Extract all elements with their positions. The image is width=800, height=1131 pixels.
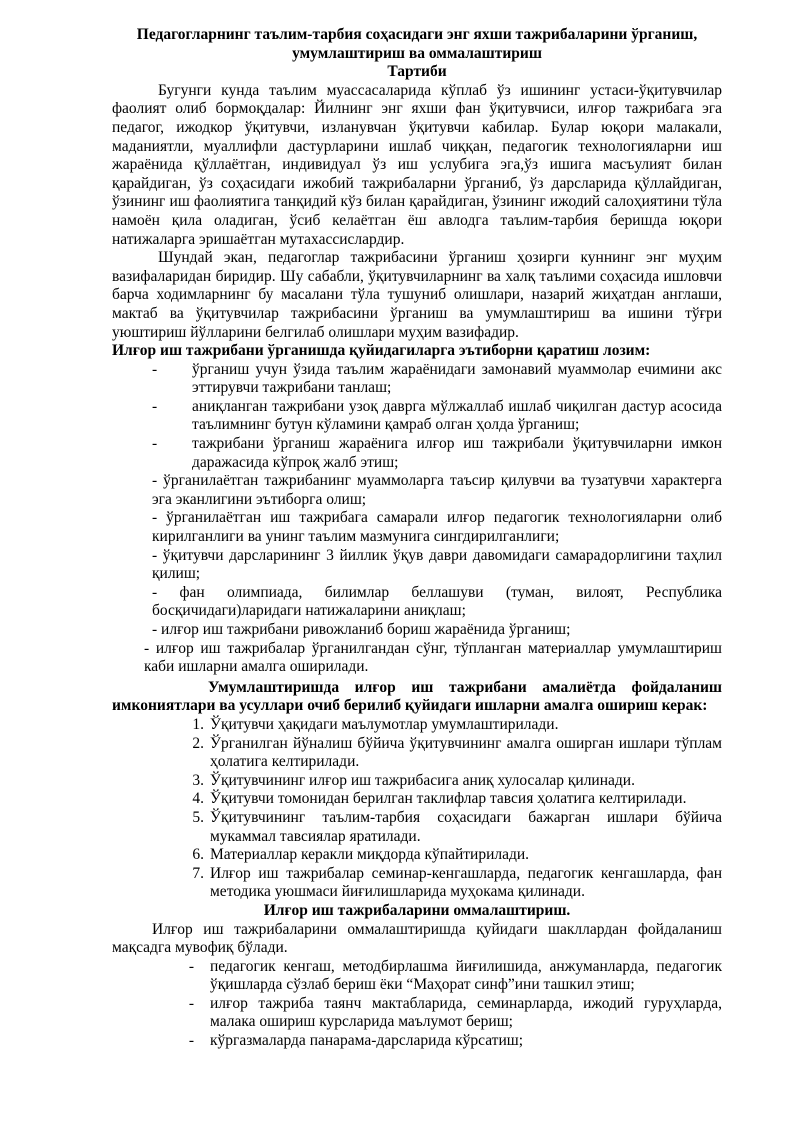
list-item: - илғор иш тажрибалар ўрганилгандан сўнг, тўпланган материаллар умумлаштириш каби ишларни амалга оширилади. xyxy=(144,639,722,676)
list-item xyxy=(112,809,722,846)
document-title xyxy=(112,26,722,82)
heading-generalization: Умумлаштиришда илғор иш тажрибани амалиётда фойдаланиш имкониятлари ва усуллари очиб берилиб қуйидаги ишларни амалга ошириш керак: xyxy=(112,678,722,715)
list-item: - ўқитувчи дарсларининг 3 йиллик ўқув даври давомидаги самарадорлигини таҳлил қилиш; xyxy=(152,546,722,583)
list-item xyxy=(112,846,722,865)
list-item xyxy=(112,735,722,772)
dash-marker: - xyxy=(152,435,158,453)
list-item: - ўрганилаётган иш тажрибага самарали илғор педагогик технологияларни олиб кирилганлиги ва унинг таълим мазмунига сингдирилганлиги; xyxy=(152,509,722,546)
list-number: 7. xyxy=(192,864,204,882)
list-item-text: илғор тажриба таянч мактабларида, семинарларда, ижодий гуруҳларда, малака ошириш курсларида маълумот бериш; xyxy=(210,994,722,1031)
list-number: 6. xyxy=(192,846,204,864)
heading-dissemination: Илғор иш тажрибаларини оммалаштириш. xyxy=(263,901,571,919)
document-page xyxy=(112,26,722,1051)
list-item-text: Илғор иш тажрибалар семинар-кенгашларда, педагогик кенгашларда, фан методика уюшмаси йиғилишларида муҳокама қилинади. xyxy=(210,864,722,901)
dash-marker: - xyxy=(188,994,194,1012)
list-item xyxy=(112,435,722,472)
list-item xyxy=(112,361,722,398)
paragraph-dissemination: Илғор иш тажрибаларини оммалаштиришда қуйидаги шакллардан фойдаланиш мақсадга мувофиқ бўлади. xyxy=(112,920,722,957)
list-item-text: Ўқитувчи томонидан берилган таклифлар тавсия ҳолатига келтирилади. xyxy=(210,790,687,808)
list-item xyxy=(112,1032,722,1051)
list-item xyxy=(112,790,722,809)
list-item xyxy=(112,995,722,1032)
list-item xyxy=(112,772,722,791)
list-item-text: ўрганиш учун ўзида таълим жараёнидаги замонавий муаммолар ечимини акс эттирувчи тажрибани танлаш; xyxy=(192,360,722,397)
list-number: 5. xyxy=(192,808,204,826)
list-item xyxy=(112,398,722,435)
bullet-list xyxy=(112,958,722,1051)
title-line-1: Педагогларнинг таълим-тарбия соҳасидаги энг яхши тажрибаларини ўрганиш, xyxy=(136,26,698,43)
dash-marker: - xyxy=(188,1032,194,1050)
list-item-text: Материаллар керакли миқдорда кўпайтирилади. xyxy=(210,846,530,864)
list-item xyxy=(112,865,722,902)
list-item-text: Ўқитувчининг таълим-тарбия соҳасидаги бажарган ишлари бўйича мукаммал тавсиялар яратилади. xyxy=(210,808,722,845)
title-line-3: Тартиби xyxy=(387,63,447,81)
list-item-text: педагогик кенгаш, методбирлашма йиғилишида, анжуманларда, педагогик ўқишларда сўзлаб бериш ёки “Маҳорат синф”ини ташкил этиш; xyxy=(210,957,722,994)
list-item: - ўрганилаётган тажрибанинг муаммоларга таъсир қилувчи ва тузатувчи характерга эга эканлигини эътиборга олиш; xyxy=(152,472,722,508)
list-number: 2. xyxy=(192,734,204,752)
list-item-text: Ўрганилган йўналиш бўйича ўқитувчининг амалга оширган ишлари тўплам ҳолатига келтирилади. xyxy=(210,734,722,771)
list-item-text: кўргазмаларда панарама-дарсларида кўрсатиш; xyxy=(210,1032,523,1050)
list-item: - илғор иш тажрибани ривожланиб бориш жараёнида ўрганиш; xyxy=(152,621,571,638)
paragraph-importance: Шундай экан, педагоглар тажрибасини ўрганиш ҳозирги куннинг энг муҳим вазифаларидан биридир. Шу сабабли, ўқитувчиларнинг ва халқ таълими соҳасида ишловчи барча ходимларнинг бу масалани тўла тушуниб олишлари, назарий жиҳатдан англаши, мактаб ва ўқитувчилар тажрибасини ўрганиш ва умумлаштириш ва ишини тўғри уюштириш йўлларини белгилаб олишлари муҳим вазифадир. xyxy=(112,249,722,341)
list-item-text: тажрибани ўрганиш жараёнига илғор иш тажрибали ўқитувчиларни имкон даражасида кўпроқ жалб этиш; xyxy=(192,435,722,471)
title-line-2: умумлаштириш ва оммалаштириш xyxy=(292,44,542,62)
list-item-text: аниқланган тажрибани узоқ даврга мўлжаллаб ишлаб чиқилган дастур асосида таълимнинг бутун кўламини қамраб олган ҳолда ўрганиш; xyxy=(192,397,722,434)
list-item-text: Ўқитувчининг илғор иш тажрибасига аниқ хулосалар қилинади. xyxy=(210,771,635,789)
paragraph-intro: Бугунги кунда таълим муассасаларида кўплаб ўз ишининг устаси-ўқитувчилар фаолият олиб бормоқдалар: Йилнинг энг яхши фан ўқитувчиси, илғор тажрибага эга педагог, ижодкор ўқитувчи, изланувчан ўқитувчи кабилар. Булар юқори малакали, маданиятли, муаллифли дастурларини ишлаб чиққан, педагогик технологияларни иш жараёнида қўллаётган, индивидуал ўз иш услубига эга,ўз ишига масъулият билан қарайдиган, ўз соҳасидаги ижобий тажрибаларни ўрганиб, ўз дарсларида қўллайдиган, ўзининг иш фаолиятига танқидий кўз билан қарайдиган, ўзининг ижодий салоҳиятини тўла намоён қила оладиган, ўсиб келаётган ёш авлодга таълим-тарбия беришда юқори натижаларга эришаётган мутахассислардир. xyxy=(112,81,722,248)
list-item xyxy=(112,958,722,995)
numbered-list xyxy=(112,716,722,902)
dash-marker: - xyxy=(152,360,158,378)
heading-attention: Илғор иш тажрибани ўрганишда қуйидагиларга эътиборни қаратиш лозим: xyxy=(112,342,651,360)
list-number: 3. xyxy=(192,771,204,789)
list-item: - фан олимпиада, билимлар беллашуви (туман, вилоят, Республика босқичидаги)ларидаги натижаларини аниқлаш; xyxy=(152,583,722,620)
list-number: 4. xyxy=(192,790,204,808)
list-number: 1. xyxy=(192,715,204,733)
list-item xyxy=(112,716,722,735)
dash-marker: - xyxy=(152,397,158,415)
dash-marker: - xyxy=(188,957,194,975)
list-item-text: Ўқитувчи ҳақидаги маълумотлар умумлаштирилади. xyxy=(210,715,559,733)
